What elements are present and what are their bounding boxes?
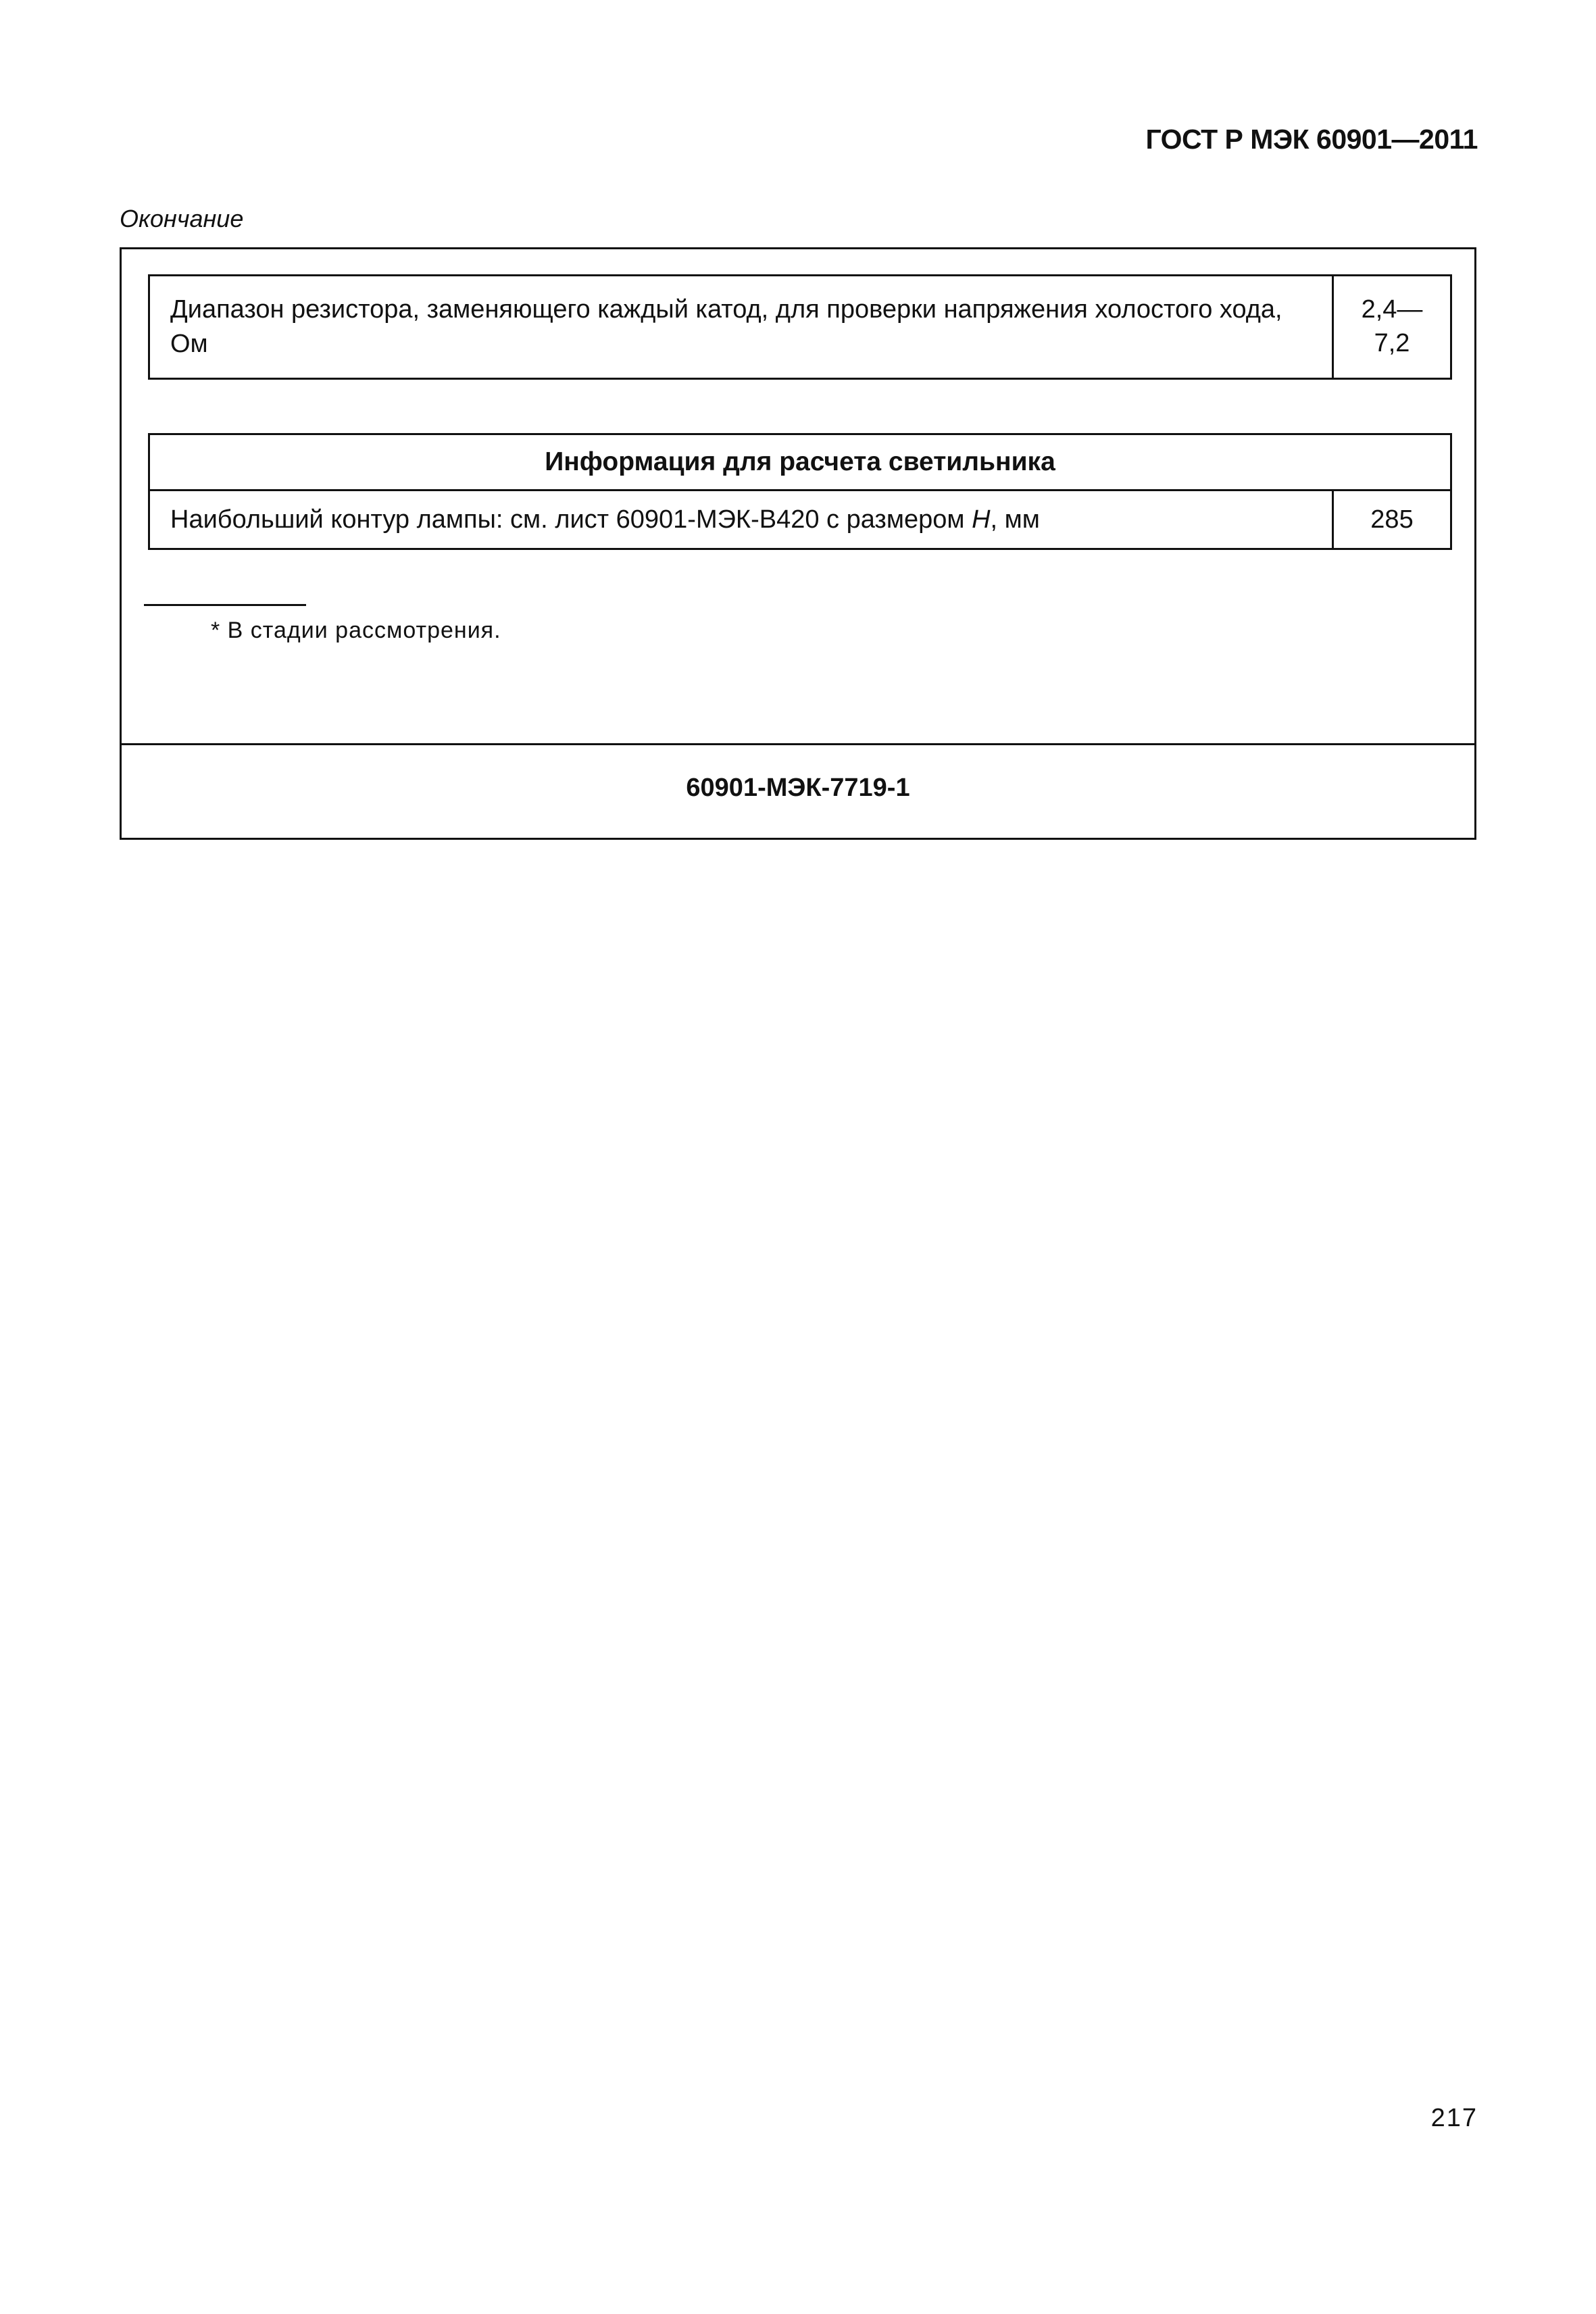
lamp-outline-text: Наибольший контур лампы: см. лист 60901-МЭК-В420 с размером [170,505,972,534]
continuation-label: Окончание [120,205,244,232]
resistor-range-description: Диапазон резистора, заменяющего каждый катод, для проверки напряжения холостого хода, Ом [150,276,1334,378]
dimension-symbol: H [972,505,991,534]
lamp-outline-description [150,491,1334,548]
document-code: ГОСТ Р МЭК 60901—2011 [1145,124,1478,155]
resistor-range-value [1334,276,1450,378]
sheet-identifier: 60901-МЭК-7719-1 [686,774,910,802]
resistor-range-value-line1: 2,4— [1361,295,1423,324]
footnote: * В стадии рассмотрения. [211,618,501,643]
resistor-range-value-line2: 7,2 [1374,329,1410,357]
page-number: 217 [1430,2104,1478,2132]
resistor-range-table [148,274,1452,380]
lamp-outline-value: 285 [1370,505,1414,534]
data-sheet-frame [120,247,1476,840]
unit-text: , мм [990,505,1040,534]
luminaire-info-heading: Информация для расчета светильника [150,435,1450,491]
luminaire-info-table [148,433,1452,550]
footnote-separator [144,604,306,606]
luminaire-info-row [150,491,1450,548]
frame-divider [122,743,1474,745]
